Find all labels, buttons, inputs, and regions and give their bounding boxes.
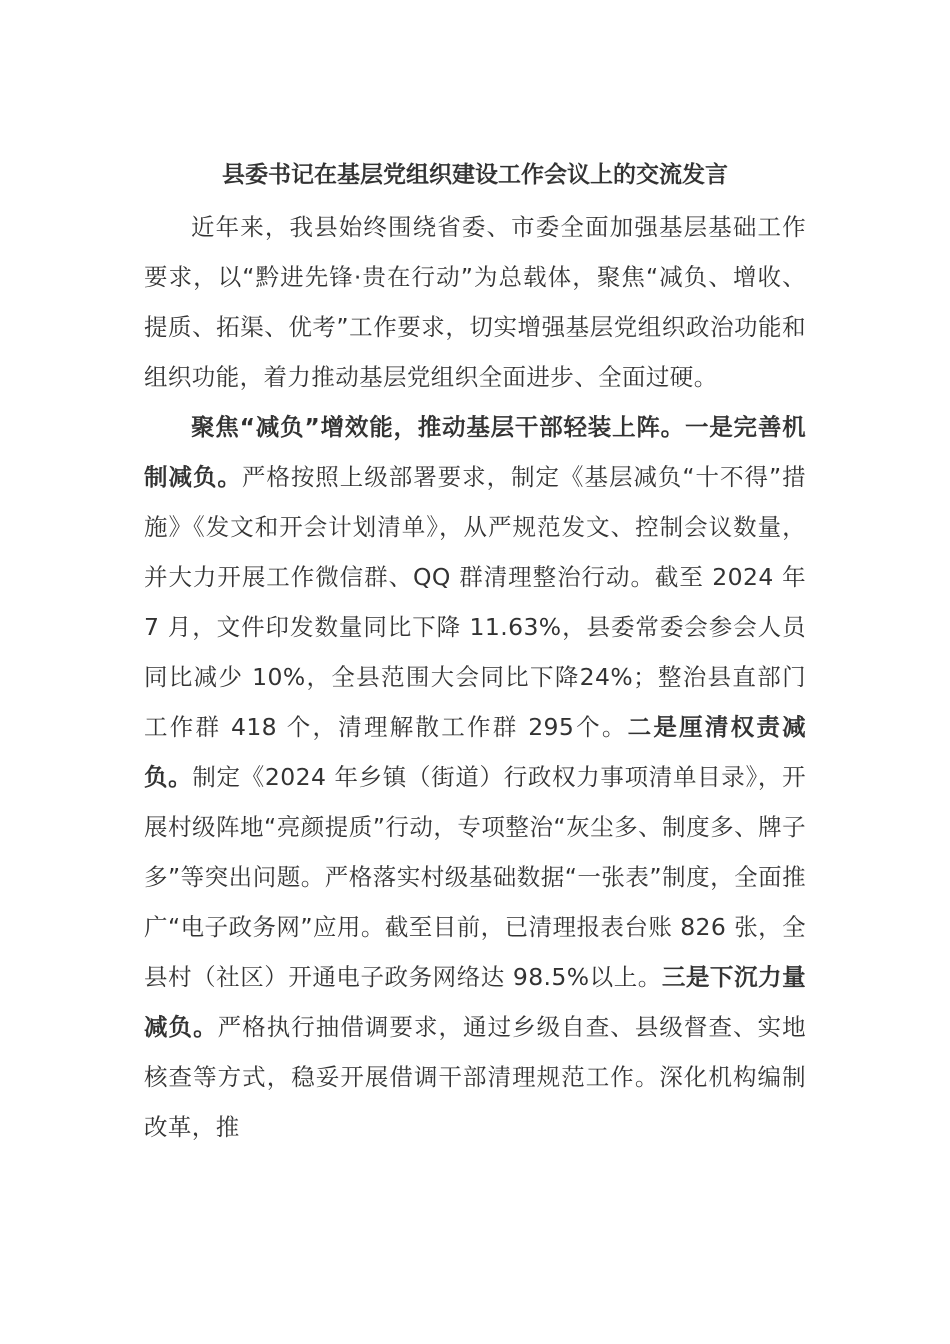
point-1-heading: 一是完善机制减负。: [144, 413, 807, 491]
intro-paragraph: [144, 202, 806, 402]
point-2-heading: 二是厘清权责减负。: [144, 713, 806, 791]
intro-text: 近年来，我县始终围绕省委、市委全面加强基层基础工作要求，以“黔进先锋·贵在行动”为总载体，聚焦“减负、增收、提质、拓渠、优考”工作要求，切实增强基层党组织政治功能和组织功能，着力推动基层党组织全面进步、全面过硬。: [144, 213, 806, 391]
document-page: [144, 152, 806, 1152]
point-2-text: 制定《2024 年乡镇（街道）行政权力事项清单目录》，开展村级阵地“亮颜提质”行动，专项整治“灰尘多、制度多、牌子多”等突出问题。严格落实村级基础数据“一张表”制度，全面推广“电子政务网”应用。截至目前，已清理报表台账 826 张，全县村（社区）开通电子政务网络达 98.5%以上。: [144, 763, 806, 991]
point-1-text: 严格按照上级部署要求，制定《基层减负“十不得”措施》《发文和开会计划清单》，从严规范发文、控制会议数量，并大力开展工作微信群、QQ 群清理整治行动。截至 2024 年 7 月，文件印发数量同比下降 11.63%，县委常委会参会人员同比减少 10%，全县范围大会同比下降24%；整治县直部门工作群 418 个，清理解散工作群 295个。: [144, 463, 806, 741]
section-1-paragraph: [144, 402, 806, 1152]
document-title: 县委书记在基层党组织建设工作会议上的交流发言: [222, 162, 728, 188]
point-3-text: 严格执行抽借调要求，通过乡级自查、县级督查、实地核查等方式，稳妥开展借调干部清理规范工作。深化机构编制改革，推: [144, 1013, 807, 1141]
point-3-heading: 三是下沉力量减负。: [144, 963, 806, 1041]
section-1-heading: 聚焦“减负”增效能，推动基层干部轻装上阵。: [191, 413, 685, 441]
